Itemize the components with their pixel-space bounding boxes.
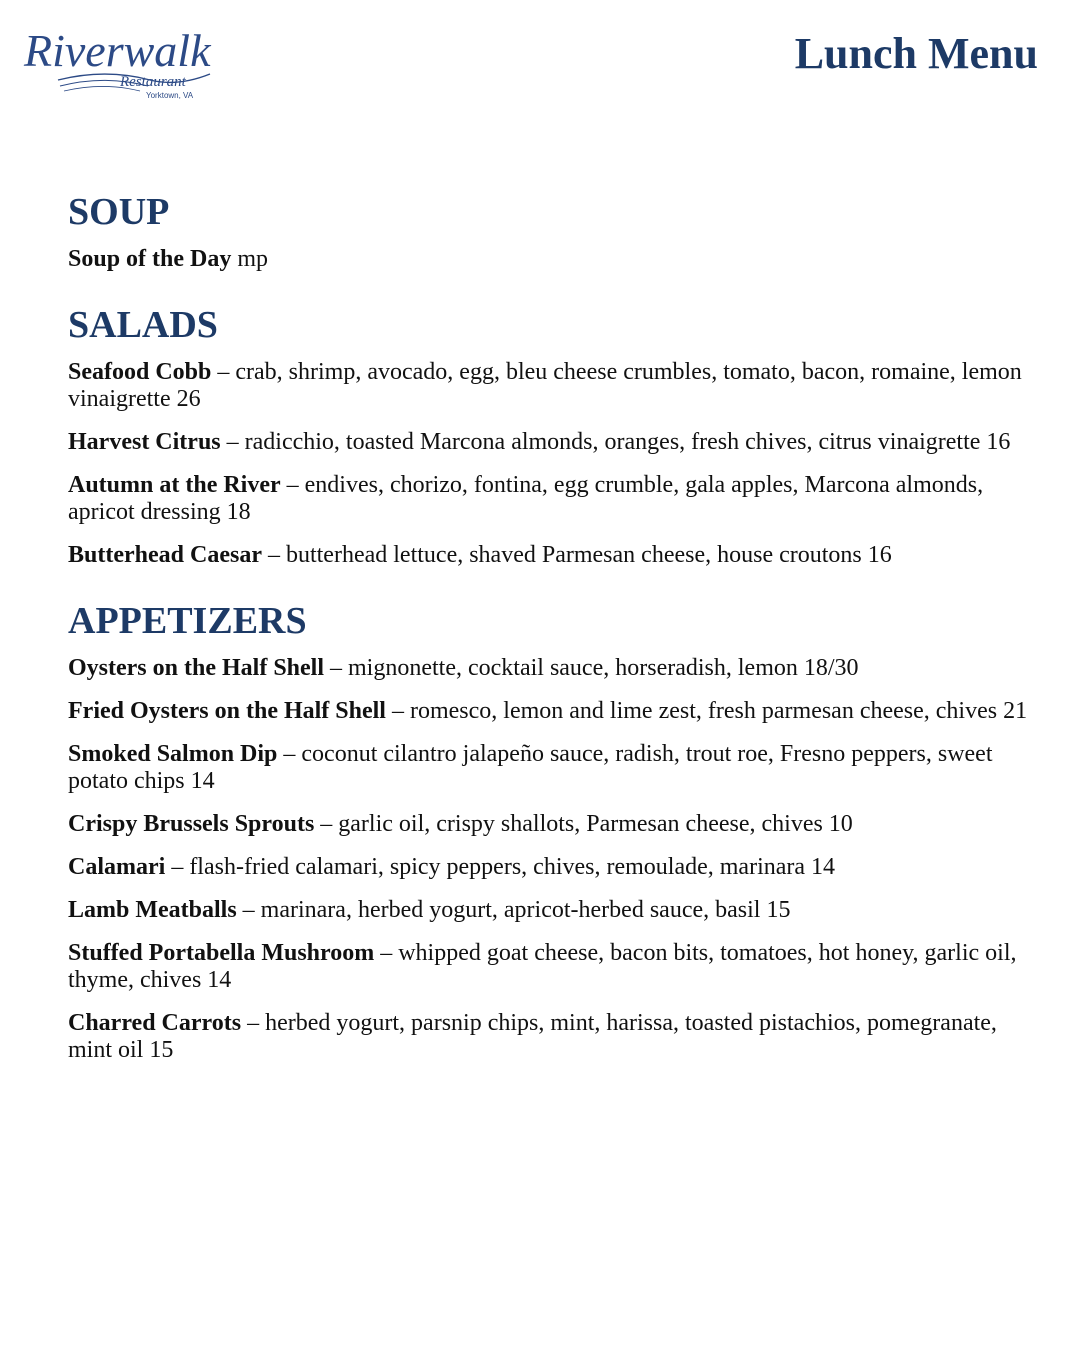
section-title: SALADS [68,304,218,346]
menu-item-description: – mignonette, cocktail sauce, horseradish, lemon 18/30 [324,655,859,681]
menu-item-description: – crab, shrimp, avocado, egg, bleu cheese crumbles, tomato, bacon, romaine, lemon vinaigrette 26 [68,359,1022,412]
menu-item [68,542,1028,569]
menu-item-description: mp [231,246,269,272]
menu-item-description: – whipped goat cheese, bacon bits, tomatoes, hot honey, garlic oil, thyme, chives 14 [68,940,1017,993]
menu-item-name: Harvest Citrus [68,429,221,455]
menu-item-description: – herbed yogurt, parsnip chips, mint, harissa, toasted pistachios, pomegranate, mint oil 15 [68,1010,997,1063]
restaurant-logo [20,22,220,102]
menu-items-list [68,655,1028,1064]
section-title: APPETIZERS [68,600,307,642]
menu-item-description: – romesco, lemon and lime zest, fresh parmesan cheese, chives 21 [385,698,1028,724]
section-salads [68,303,1028,569]
menu-item-name: Autumn at the River [68,472,281,498]
menu-item-name: Stuffed Portabella Mushroom [68,940,375,966]
menu-item [68,940,1028,994]
menu-item-description: – garlic oil, crispy shallots, Parmesan cheese, chives 10 [314,811,853,837]
menu-item [68,741,1028,795]
menu-item [68,655,1028,682]
menu-item [68,429,1028,456]
menu-item-description: – butterhead lettuce, shaved Parmesan cheese, house croutons 16 [261,542,892,568]
section-title: SOUP [68,191,170,233]
menu-item-name: Lamb Meatballs [68,897,237,923]
menu-item-name: Fried Oysters on the Half Shell [68,698,386,724]
menu-items-list [68,246,1028,273]
menu-item-description: – flash-fried calamari, spicy peppers, chives, remoulade, marinara 14 [165,854,836,880]
menu-item [68,854,1028,881]
section-appetizers [68,599,1028,1064]
menu-item-name: Soup of the Day [68,246,232,272]
menu-item [68,246,1028,273]
menu-item-description: – marinara, herbed yogurt, apricot-herbed sauce, basil 15 [236,897,791,923]
menu-item-name: Calamari [68,854,166,880]
menu-item [68,1010,1028,1064]
menu-item-name: Crispy Brussels Sprouts [68,811,315,837]
menu-item [68,359,1028,413]
menu-item-name: Seafood Cobb [68,359,212,385]
menu-item [68,472,1028,526]
menu-item [68,897,1028,924]
menu-item-description: – coconut cilantro jalapeño sauce, radish, trout roe, Fresno peppers, sweet potato chips 14 [68,741,993,794]
menu-item-description: – endives, chorizo, fontina, egg crumble, gala apples, Marcona almonds, apricot dressing 18 [68,472,984,525]
logo-subtitle: Restaurant [120,74,186,90]
menu-item-description: – radicchio, toasted Marcona almonds, oranges, fresh chives, citrus vinaigrette 16 [220,429,1011,455]
logo-wordmark: Riverwalk [24,25,211,76]
riverwalk-logo-graphic [20,22,220,102]
menu-item-name: Smoked Salmon Dip [68,741,278,767]
page-title: Lunch Menu [794,29,1038,78]
menu-content [68,190,1028,1094]
menu-item-name: Oysters on the Half Shell [68,655,324,681]
section-soup [68,190,1028,273]
menu-item [68,811,1028,838]
menu-item-name: Butterhead Caesar [68,542,262,568]
logo-location: Yorktown, VA [146,91,194,100]
menu-item-name: Charred Carrots [68,1010,242,1036]
menu-items-list [68,359,1028,569]
menu-item [68,698,1028,725]
